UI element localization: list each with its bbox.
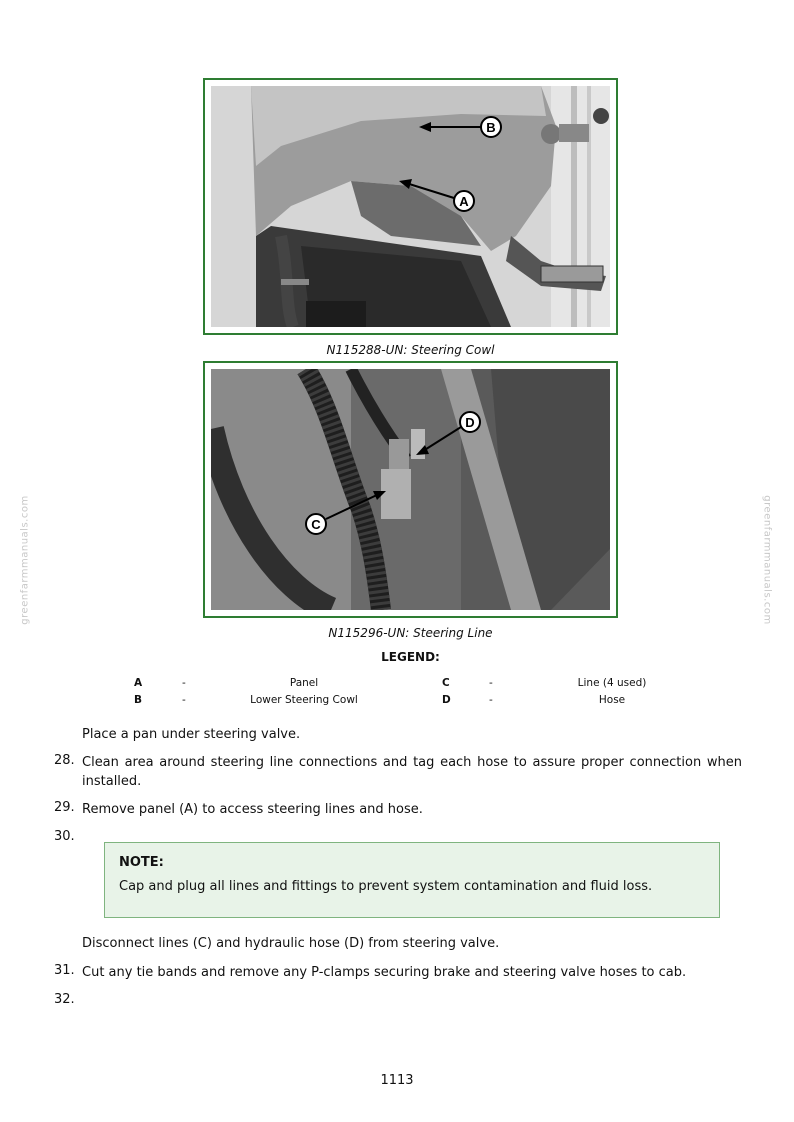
note-box	[104, 842, 720, 918]
step-text-28: Clean area around steering line connections and tag each hose to assure proper connection when installed.	[82, 755, 742, 789]
step-text-29: Remove panel (A) to access steering lines and hose.	[82, 802, 423, 817]
step-number-28: 28.	[54, 753, 75, 768]
legend-dash: -	[182, 694, 186, 706]
steering-cowl-illustration	[211, 86, 610, 327]
legend-key: C	[442, 677, 450, 689]
watermark-left: greenfarmmanuals.com	[19, 495, 31, 625]
callout-a: A	[459, 194, 469, 209]
step-number-29: 29.	[54, 800, 75, 815]
figure-steering-cowl	[203, 78, 618, 335]
note-text: Cap and plug all lines and fittings to prevent system contamination and fluid loss.	[119, 879, 653, 894]
legend-key: B	[134, 694, 143, 706]
steering-line-illustration	[211, 369, 610, 610]
figure-caption-steering-cowl: N115288-UN: Steering Cowl	[326, 343, 495, 357]
step-text-30: Disconnect lines (C) and hydraulic hose (D) from steering valve.	[82, 936, 500, 951]
watermark-right: greenfarmmanuals.com	[761, 495, 773, 625]
legend-dash: -	[489, 694, 493, 706]
legend-value: Line (4 used)	[577, 677, 647, 689]
step-intro-text: Place a pan under steering valve.	[82, 727, 301, 742]
legend-dash: -	[489, 677, 493, 689]
callout-c: C	[311, 517, 321, 532]
figure-steering-line	[203, 361, 618, 618]
page-number: 1113	[380, 1073, 414, 1088]
figure-caption-steering-line: N115296-UN: Steering Line	[328, 626, 493, 640]
legend-value: Hose	[598, 694, 626, 706]
legend-title: LEGEND:	[381, 650, 440, 664]
legend-value: Panel	[289, 677, 319, 689]
step-number-31: 31.	[54, 963, 75, 978]
legend-dash: -	[182, 677, 186, 689]
legend-key: D	[442, 694, 451, 706]
step-number-32: 32.	[54, 992, 75, 1007]
callout-d: D	[465, 415, 475, 430]
note-title: NOTE:	[119, 855, 164, 870]
callout-b: B	[486, 120, 496, 135]
step-number-30: 30.	[54, 829, 75, 844]
step-text-31: Cut any tie bands and remove any P-clamps securing brake and steering valve hoses to cab.	[82, 965, 687, 980]
legend-key: A	[134, 677, 143, 689]
legend-value: Lower Steering Cowl	[250, 694, 358, 706]
